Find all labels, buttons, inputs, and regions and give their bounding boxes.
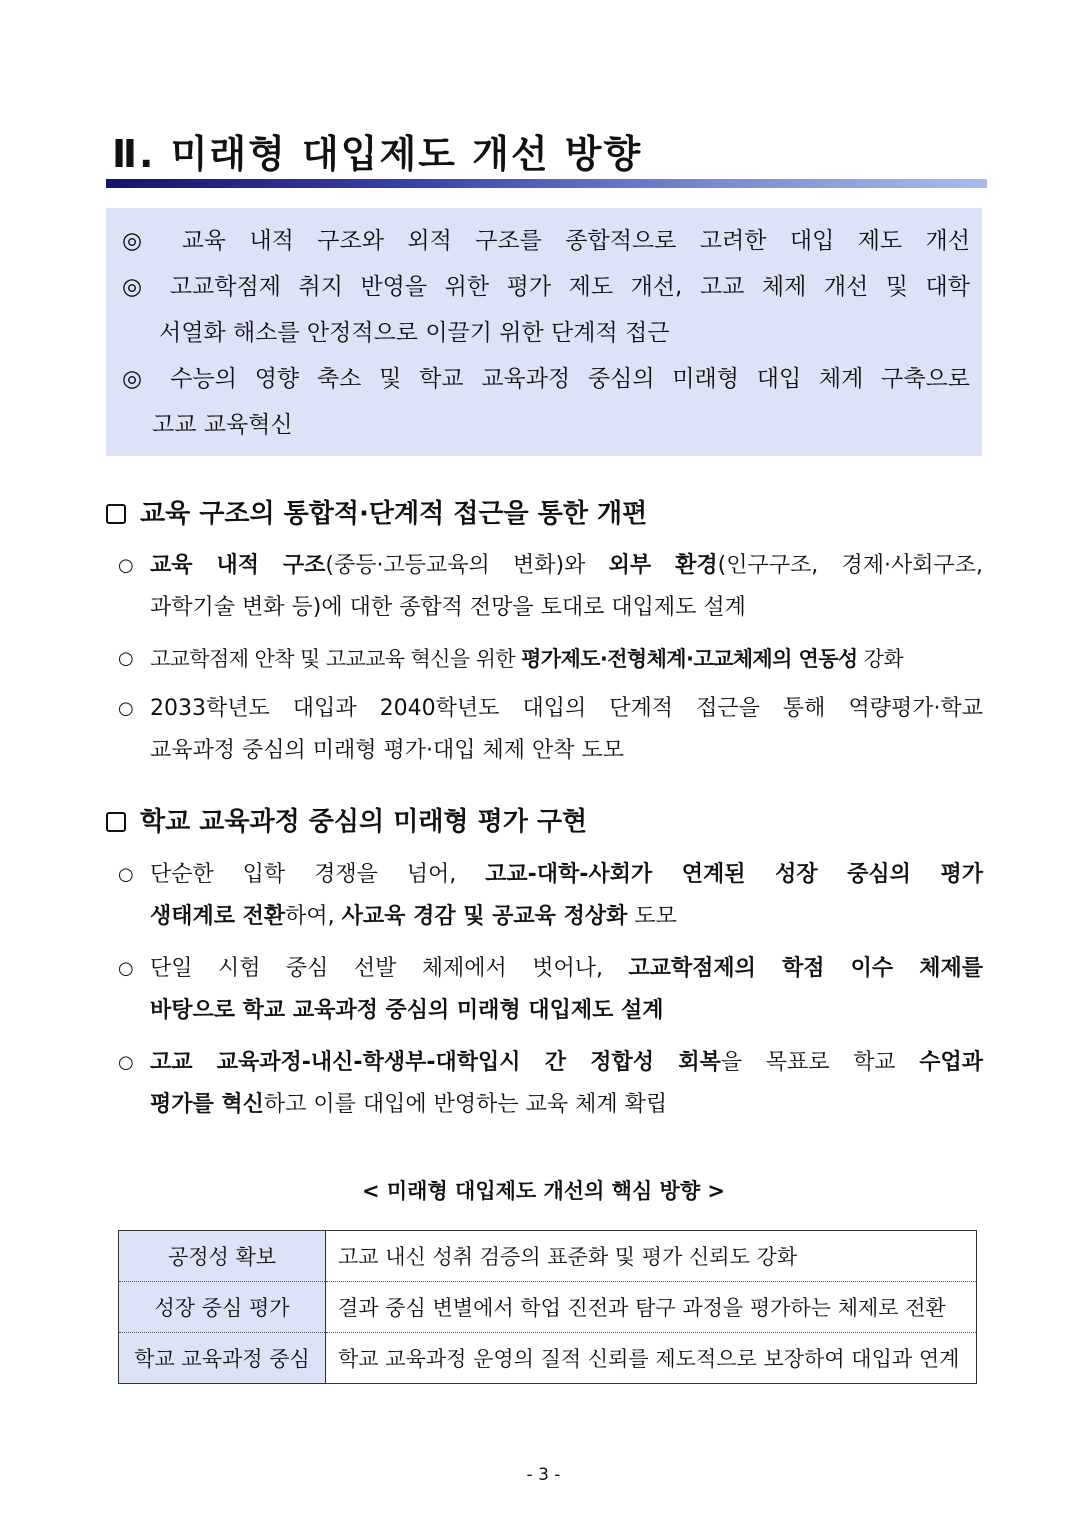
table-key-cell: 성장 중심 평가 <box>119 1282 326 1333</box>
body-text: 하고 이를 대입에 반영하는 교육 체계 확립 <box>263 1092 668 1117</box>
summary-line: 고교 교육혁신 <box>152 412 293 438</box>
emphasis-text: 고교 교육과정-내신-학생부-대학입시 간 정합성 회복 <box>150 1050 721 1075</box>
body-text: 을 목표로 학교 <box>720 1050 920 1075</box>
title-underline-bar <box>106 179 987 188</box>
table-row <box>119 1333 977 1384</box>
bullet-line <box>150 543 983 589</box>
table-key-cell: 공정성 확보 <box>119 1231 326 1282</box>
page-title: Ⅱ. 미래형 대입제도 개선 방향 <box>112 132 643 176</box>
summary-box <box>106 208 982 456</box>
bullet-line <box>150 946 983 992</box>
table-value-cell: 학교 교육과정 운영의 질적 신뢰를 제도적으로 보장하여 대입과 연계 <box>338 1347 960 1371</box>
body-text: (인구구조, 경제·사회구조, <box>717 553 984 578</box>
section-heading <box>106 494 647 534</box>
bullet-line <box>150 636 983 682</box>
bullet-line <box>150 1040 983 1086</box>
emphasis-text: 고교학점제의 학점 이수 체제를 <box>628 956 983 981</box>
section-heading-text: 교육 구조의 통합적·단계적 접근을 통한 개편 <box>140 499 648 529</box>
summary-line: ◎ 수능의 영향 축소 및 학교 교육과정 중심의 미래형 대입 체계 구축으로 <box>122 366 970 392</box>
checkbox-square-icon <box>106 504 126 524</box>
emphasis-text: 수업과 <box>919 1050 983 1075</box>
circle-bullet-icon: ○ <box>118 648 134 669</box>
body-text: 도모 <box>627 904 677 929</box>
section-heading <box>106 802 587 842</box>
body-text: 고교학점제 안착 및 고교교육 혁신을 위한 <box>150 647 522 671</box>
section-heading-text: 학교 교육과정 중심의 미래형 평가 구현 <box>140 807 588 837</box>
table-row <box>119 1282 977 1333</box>
circle-bullet-icon: ○ <box>118 864 134 885</box>
table-row <box>119 1231 977 1282</box>
body-text: 단순한 입학 경쟁을 넘어, <box>150 862 486 887</box>
emphasis-text: 생태계로 전환 <box>150 904 286 929</box>
table-value-cell: 고교 내신 성취 검증의 표준화 및 평가 신뢰도 강화 <box>326 1231 977 1282</box>
emphasis-text: 평가제도·전형체계·고교체제의 연동성 <box>521 647 858 671</box>
core-direction-table <box>118 1230 977 1384</box>
bullet-line-continued: 교육과정 중심의 미래형 평가·대입 체제 안착 도모 <box>150 738 624 763</box>
summary-line: ◎ 교육 내적 구조와 외적 구조를 종합적으로 고려한 대입 제도 개선 <box>122 228 970 254</box>
summary-line: ◎ 고교학점제 취지 반영을 위한 평가 제도 개선, 고교 체제 개선 및 대학 <box>122 274 970 300</box>
emphasis-text: 사교육 경감 및 공교육 정상화 <box>341 904 628 929</box>
summary-line: 서열화 해소를 안정적으로 이끌기 위한 단계적 접근 <box>159 320 670 346</box>
body-text: 하여, <box>285 904 342 929</box>
circle-bullet-icon: ○ <box>118 698 134 719</box>
bullet-line <box>150 852 983 898</box>
checkbox-square-icon <box>106 812 126 832</box>
emphasis-text: 바탕으로 학교 교육과정 중심의 미래형 대입제도 설계 <box>150 998 664 1023</box>
bullet-line-continued <box>150 1082 983 1128</box>
emphasis-text: 고교-대학-사회가 연계된 성장 중심의 평가 <box>485 862 983 887</box>
table-caption: < 미래형 대입제도 개선의 핵심 방향 > <box>361 1179 726 1203</box>
bullet-line-continued <box>150 988 983 1034</box>
circle-bullet-icon: ○ <box>118 958 134 979</box>
page-number: - 3 - <box>526 1465 561 1485</box>
body-text: (중등·고등교육의 변화)와 <box>325 553 609 578</box>
circle-bullet-icon: ○ <box>118 1052 134 1073</box>
body-text: 단일 시험 중심 선발 체제에서 벗어나, <box>150 956 629 981</box>
emphasis-text: 외부 환경 <box>608 553 718 578</box>
table-key-cell: 학교 교육과정 중심 <box>119 1333 326 1384</box>
body-text: 강화 <box>857 647 904 671</box>
emphasis-text: 교육 내적 구조 <box>150 553 326 578</box>
table-value-cell: 결과 중심 변별에서 학업 진전과 탐구 과정을 평가하는 체제로 전환 <box>326 1282 977 1333</box>
bullet-line-continued <box>150 894 983 940</box>
bullet-line-continued: 과학기술 변화 등)에 대한 종합적 전망을 토대로 대입제도 설계 <box>150 595 746 620</box>
emphasis-text: 평가를 혁신 <box>150 1092 264 1117</box>
circle-bullet-icon: ○ <box>118 555 134 576</box>
bullet-line: 2033학년도 대입과 2040학년도 대입의 단계적 접근을 통해 역량평가·학교 <box>150 696 983 721</box>
